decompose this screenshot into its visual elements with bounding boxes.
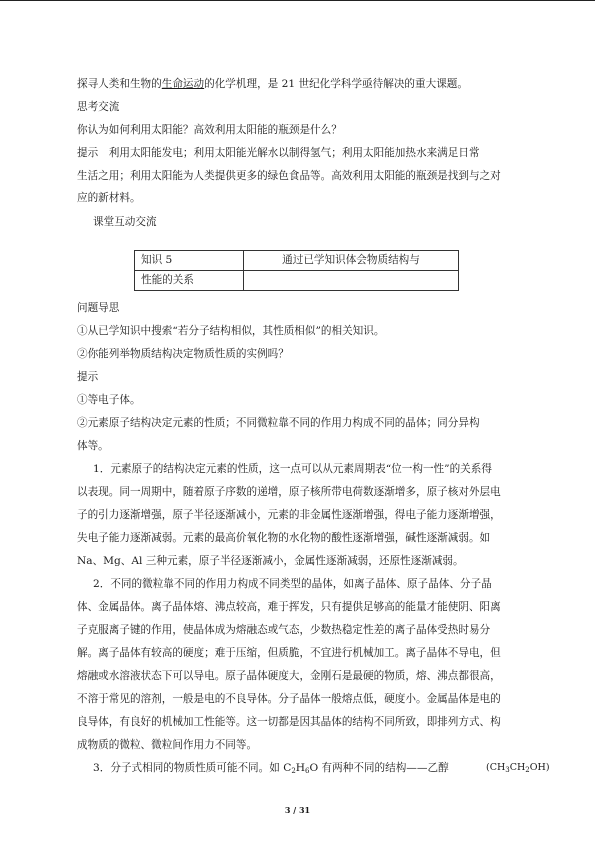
table-row [135,271,459,291]
paragraph-line: 不溶于常见的溶剂，一般是电的不良导体。分子晶体一般熔点低，硬度小。金属晶体是电的 [77,693,501,705]
underlined-term: 生命运动 [161,78,205,90]
guide-question: ①从已学知识中搜索“若分子结构相似，其性质相似”的相关知识。 [77,325,385,337]
text-span: (CH [486,762,506,773]
paragraph-line: 以表现。同一周期中，随着原子序数的递增，原子核所带电荷数逐渐增多，原子核对外层电 [77,486,501,498]
table-row [135,251,459,271]
paragraph-line: 2．不同的微粒靠不同的作用力构成不同类型的晶体，如离子晶体、原子晶体、分子晶 [93,578,492,590]
paragraph-line: 解。离子晶体有较高的硬度；难于压缩，但质脆，不宜进行机械加工。离子晶体不导电，但 [77,647,501,659]
paragraph-line: 子的引力逐渐增强，原子半径逐渐减小，元素的非金属性逐渐增强，得电子能力逐渐增强， [77,509,501,521]
subscript: 3 [505,766,510,774]
paragraph-line: 成物质的微粒、微粒间作用力不同等。 [77,739,258,751]
section-heading-class: 课堂互动交流 [93,216,157,228]
hint-answer: ②元素原子结构决定元素的性质；不同微粒靠不同的作用力构成不同的晶体；同分异构 [77,417,480,429]
section-heading-hint: 提示 [77,371,99,383]
table-cell: 通过已学知识体会物质结构与 [244,251,459,271]
hint-line: 生活之用；利用太阳能为人类提供更多的绿色食品等。高效利用太阳能的瓶颈是找到与之对 [77,170,501,182]
subscript: 2 [525,766,530,774]
guide-question: ②你能列举物质结构决定物质性质的实例吗？ [77,348,289,360]
paragraph-line: 熔融或水溶液状态下可以导电。原子晶体硬度大，金刚石是最硬的物质，熔、沸点都很高， [77,670,501,682]
text-span: 探寻人类和生物的 [77,78,162,90]
text-span: O 有两种不同的结构——乙醇 [309,762,449,774]
hint-answer: ①等电子体。 [77,394,141,406]
table-cell: 知识 5 [135,251,244,271]
text-span: 3．分子式相同的物质性质可能不同。如 C [93,762,292,774]
hint-answer: 体等。 [77,440,109,452]
text-span: 的化学机理，是 21 世纪化学科学亟待解决的重大课题。 [204,78,468,90]
section-heading-think: 思考交流 [77,101,120,113]
paragraph-line: 体、金属晶体。离子晶体熔、沸点较高，难于挥发，只有提供足够高的能量才能使阴、阳离 [77,601,501,613]
paragraph-line: Na、Mg、Al 三种元素，原子半径逐渐减小，金属性逐渐减弱，还原性逐渐减弱。 [77,555,464,567]
hint-line: 提示 利用太阳能发电；利用太阳能光解水以制得氢气；利用太阳能加热水来满足日常 [77,147,480,159]
paragraph-line: 良导体，有良好的机械加工性能等。这一切都是因其晶体的结构不同所致，即排列方式、构 [77,716,501,728]
subscript: 2 [291,767,296,775]
table-cell [244,271,459,291]
paragraph-line [93,761,449,775]
text-span: H [295,762,306,774]
paragraph-line: 子克服离子键的作用，使晶体成为熔融态或气态，少数热稳定性差的离子晶体受热时易分 [77,624,491,636]
table-cell: 性能的关系 [135,271,244,291]
question-line: 你认为如何利用太阳能？高效利用太阳能的瓶颈是什么？ [77,124,342,136]
subscript: 6 [305,767,310,775]
hint-line: 应的新材料。 [77,192,141,204]
paragraph-line: 失电子能力逐渐减弱。元素的最高价氧化物的水化物的酸性逐渐增强，碱性逐渐减弱。如 [77,532,491,544]
section-heading-guide: 问题导思 [77,302,120,314]
paragraph-line [77,77,468,91]
page-top-rule [0,0,595,1]
ethanol-formula [486,761,550,775]
text-span: CH [509,762,526,773]
text-span: OH) [529,762,550,773]
paragraph-line: 1．元素原子的结构决定元素的性质，这一点可以从元素周期表“位一构一性”的关系得 [93,463,492,475]
page-number: 3 / 31 [284,805,311,815]
knowledge-table [134,250,459,291]
